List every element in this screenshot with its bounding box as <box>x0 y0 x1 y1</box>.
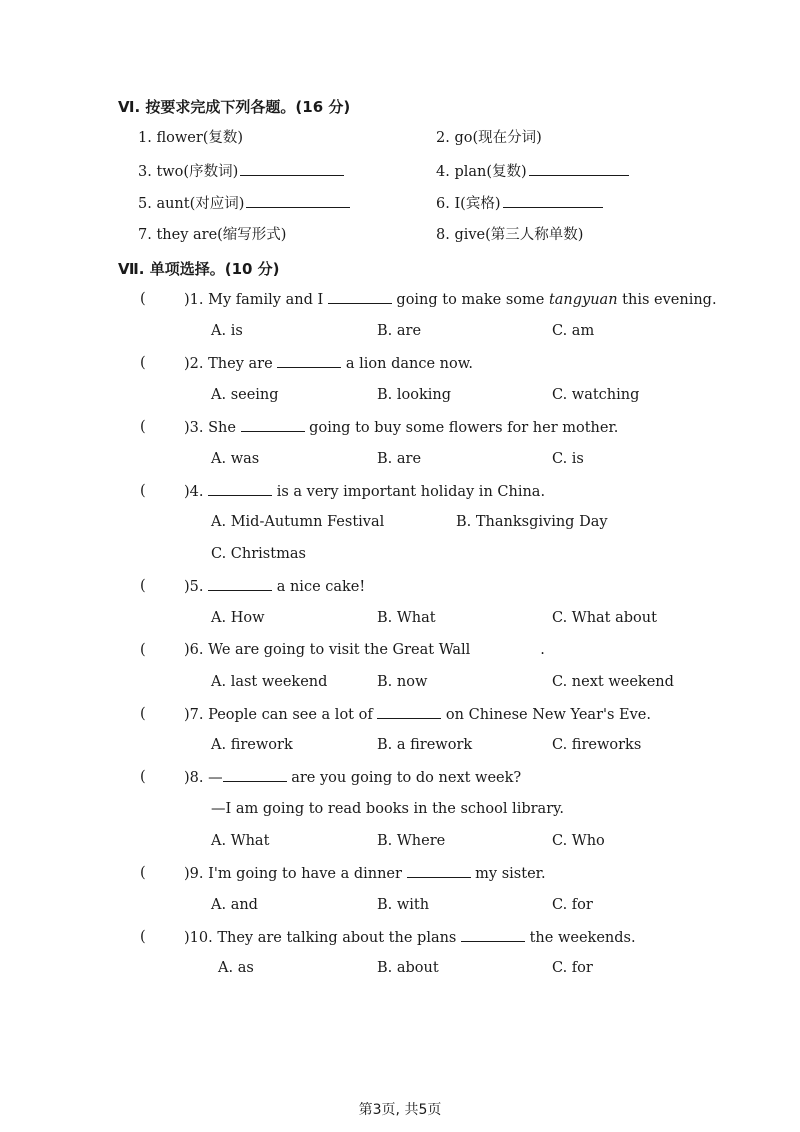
q10-option-b[interactable]: B. about <box>377 960 439 976</box>
q5-stem-a: )5. <box>184 579 209 595</box>
q9-stem <box>184 863 546 884</box>
q4-stem-a: )4. <box>184 484 209 500</box>
q4-blank <box>208 481 272 496</box>
q7-option-b[interactable]: B. a firework <box>377 737 473 753</box>
s6-item-1-label: 1. flower(复数) <box>138 130 244 146</box>
s6-item-3 <box>138 161 344 182</box>
q8-blank <box>223 767 287 782</box>
q7-blank <box>377 704 441 719</box>
s6-item-2-label: 2. go(现在分词) <box>436 130 542 146</box>
q1-option-b[interactable]: B. are <box>377 323 422 339</box>
q1-stem-a: )1. My family and I <box>184 292 328 308</box>
q1-option-c[interactable]: C. am <box>552 323 595 339</box>
s6-item-3-label: 3. two(序数词) <box>138 164 239 180</box>
q1-stem-b: going to make some <box>391 292 549 308</box>
q8-option-a[interactable]: A. What <box>211 833 270 849</box>
q9-option-a[interactable]: A. and <box>211 897 258 913</box>
s6-item-5-answer-blank[interactable] <box>246 193 350 208</box>
q6-option-b[interactable]: B. now <box>377 674 428 690</box>
q10-option-a[interactable]: A. as <box>218 960 254 976</box>
q10-answer-paren[interactable]: ( <box>140 929 146 945</box>
q2-stem <box>184 353 473 374</box>
q1-stem-italic: tangyuan <box>548 292 618 308</box>
q6-stem <box>184 640 545 660</box>
q7-option-c[interactable]: C. fireworks <box>552 737 642 753</box>
q1-answer-paren[interactable]: ( <box>140 291 146 307</box>
q9-stem-b: my sister. <box>470 866 546 882</box>
q8-stem-b: are you going to do next week? <box>286 770 522 786</box>
q7-stem-b: on Chinese New Year's Eve. <box>441 707 651 723</box>
q2-answer-paren[interactable]: ( <box>140 355 146 371</box>
s6-item-7-label: 7. they are(缩写形式) <box>138 227 287 243</box>
q8-stem-line2: —I am going to read books in the school library. <box>211 801 564 817</box>
s6-item-1 <box>138 128 243 148</box>
q6-answer-paren[interactable]: ( <box>140 642 146 658</box>
q9-answer-paren[interactable]: ( <box>140 865 146 881</box>
q4-option-a[interactable]: A. Mid-Autumn Festival <box>211 514 385 530</box>
q2-stem-b: a lion dance now. <box>341 356 474 372</box>
s6-item-4-label: 4. plan(复数) <box>436 164 527 180</box>
q2-option-c[interactable]: C. watching <box>552 387 640 403</box>
q5-option-c[interactable]: C. What about <box>552 610 657 626</box>
s6-item-4-answer-blank[interactable] <box>529 161 629 176</box>
q5-stem-b: a nice cake! <box>272 579 366 595</box>
q2-option-b[interactable]: B. looking <box>377 387 452 403</box>
q6-option-a[interactable]: A. last weekend <box>211 674 328 690</box>
q6-option-c[interactable]: C. next weekend <box>552 674 674 690</box>
q3-option-c[interactable]: C. is <box>552 451 584 467</box>
s6-item-8-label: 8. give(第三人称单数) <box>436 227 584 243</box>
q10-stem <box>184 927 636 948</box>
q7-stem <box>184 704 651 725</box>
q4-answer-paren[interactable]: ( <box>140 483 146 499</box>
q6-stem-a: )6. We are going to visit the Great Wall <box>184 642 471 658</box>
q5-blank <box>208 576 272 591</box>
q1-stem <box>184 289 717 310</box>
q3-stem-a: )3. She <box>184 420 241 436</box>
s6-item-8 <box>436 225 583 245</box>
q1-stem-c: this evening. <box>617 292 717 308</box>
q5-option-b[interactable]: B. What <box>377 610 436 626</box>
q6-stem-b: . <box>540 642 545 658</box>
q3-option-b[interactable]: B. are <box>377 451 422 467</box>
q8-stem <box>184 767 521 788</box>
q4-stem-b: is a very important holiday in China. <box>272 484 546 500</box>
q10-stem-b: the weekends. <box>525 930 636 946</box>
q4-option-c[interactable]: C. Christmas <box>211 546 306 562</box>
q1-option-a[interactable]: A. is <box>211 323 243 339</box>
s6-item-6-label: 6. I(宾格) <box>436 196 501 212</box>
section-7-title: Ⅶ. 单项选择。(10 分) <box>118 260 280 278</box>
s6-item-6 <box>436 193 603 214</box>
q3-answer-paren[interactable]: ( <box>140 419 146 435</box>
q10-stem-a: )10. They are talking about the plans <box>184 930 461 946</box>
q1-blank <box>328 289 392 304</box>
q3-stem <box>184 417 618 438</box>
q2-stem-a: )2. They are <box>184 356 278 372</box>
s6-item-5 <box>138 193 350 214</box>
s6-item-2 <box>436 128 542 148</box>
q10-blank <box>461 927 525 942</box>
section-6-title: Ⅵ. 按要求完成下列各题。(16 分) <box>118 98 351 116</box>
q9-stem-a: )9. I'm going to have a dinner <box>184 866 407 882</box>
q5-stem <box>184 576 365 597</box>
q9-option-c[interactable]: C. for <box>552 897 593 913</box>
q5-option-a[interactable]: A. How <box>211 610 265 626</box>
s6-item-6-answer-blank[interactable] <box>503 193 603 208</box>
q7-answer-paren[interactable]: ( <box>140 706 146 722</box>
q3-blank <box>241 417 305 432</box>
q4-stem <box>184 481 545 502</box>
s6-item-7 <box>138 225 286 245</box>
q3-stem-b: going to buy some flowers for her mother. <box>304 420 619 436</box>
page-number-footer: 第3页, 共5页 <box>358 1102 442 1118</box>
s6-item-3-answer-blank[interactable] <box>240 161 344 176</box>
s6-item-4 <box>436 161 629 182</box>
q2-blank <box>277 353 341 368</box>
q7-option-a[interactable]: A. firework <box>211 737 293 753</box>
s6-item-5-label: 5. aunt(对应词) <box>138 196 245 212</box>
q10-option-c[interactable]: C. for <box>552 960 593 976</box>
q8-option-c[interactable]: C. Who <box>552 833 605 849</box>
q8-option-b[interactable]: B. Where <box>377 833 446 849</box>
q3-option-a[interactable]: A. was <box>211 451 260 467</box>
q8-answer-paren[interactable]: ( <box>140 769 146 785</box>
q8-stem-a: )8. — <box>184 770 223 786</box>
q9-blank <box>407 863 471 878</box>
q9-option-b[interactable]: B. with <box>377 897 430 913</box>
q5-answer-paren[interactable]: ( <box>140 578 146 594</box>
q7-stem-a: )7. People can see a lot of <box>184 707 378 723</box>
q2-option-a[interactable]: A. seeing <box>211 387 279 403</box>
q4-option-b[interactable]: B. Thanksgiving Day <box>456 514 608 530</box>
